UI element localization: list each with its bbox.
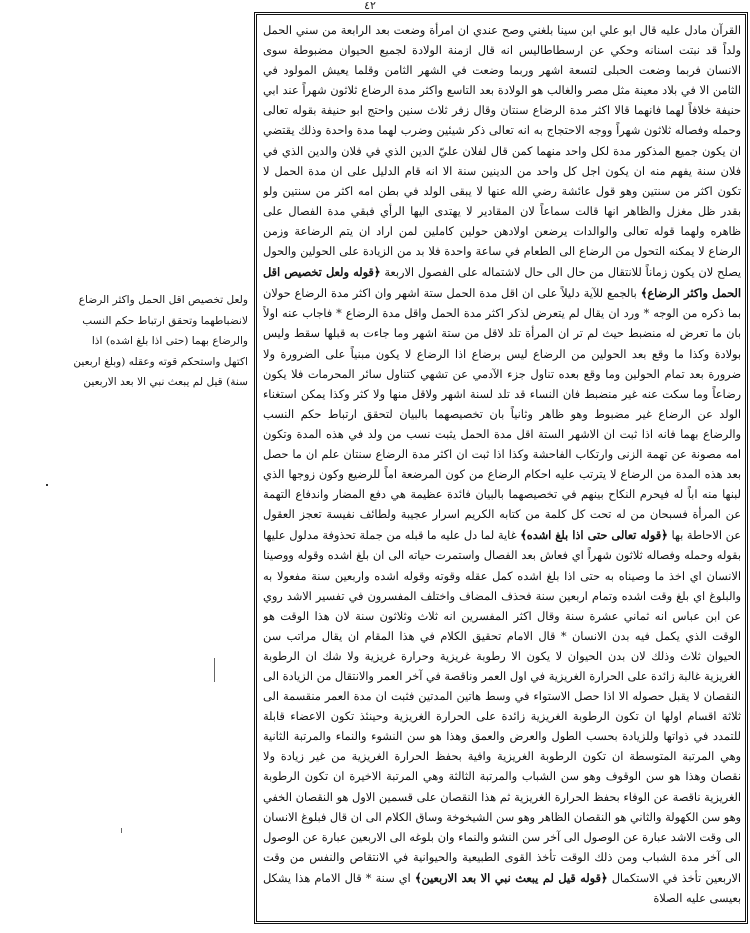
paragraph-4: اي سنة * قال الامام هذا يشكل بعيسى عليه الصلاة: [263, 871, 741, 906]
quoted-phrase-marker-2: ﴿قوله تعالى حتى اذا بلغ اشده﴾: [520, 528, 668, 543]
commentary-text: [263, 21, 741, 909]
paragraph-1: القرآن مادل عليه قال ابو علي ابن سينا بلغني وصح عندي ان امرأة وضعت بعد الرابعة من سني الحمل ولداً قد نبتت اسنانه وحكي عن ارسطاطاليس انه قال ازمنة الولادة لجميع الحيوان مضبوطة سوى الانسان فربما وضعت الحبلى لتسعة اشهر وربما وضعت في الشهر الثامن وقلما يعيش المولود في الثامن الا في بلاد معينة مثل مصر والغالب هو الولادة بعد التاسع واكثر مدة الرضاع ثلاثون شهراً عند ابي حنيفة خلافاً لهما فانهما قالا اكثر مدة الرضاع سنتان وقال زفر ثلاث سنين واحتج ابو حنيفة بقوله تعالى وحمله وفصاله ثلاثون شهراً ووجه الاحتجاج به انه تعالى ذكر شيئين وضرب لهما مدة واحدة وذلك يقتضي ان يكون جميع المذكور مدة لكل واحد منهما كمن قال لفلان عليّ الدين الذي في فلان والدين الذي في فلان سنة يفهم منه ان يكون اجل كل واحد من الدينين سنة الا انه قام الدليل على ان مدة الحمل لا تكون اكثر من سنتين وهو قول عائشة رضي الله عنها لا يبقى الولد في بطن امه اكثر من سنتين ولو بقدر ظل مغزل والظاهر انها قالت سماعاً لان المقادير لا يهتدى اليها الرأي فبقي مدة الفصال على ظاهره ولهما قوله تعالى والوالدات يرضعن اولادهن حولين كاملين لمن اراد ان يتم الرضاعة وزمن الرضاع لا يمكنه التحول من الرضاع الى الطعام في ساعة واحدة فلا بد من الزيادة على الحولين والحول يصلح لان يكون زماناً للانتقال من حال الى حال لاشتماله على الفصول الاربعة: [263, 24, 741, 280]
main-text-body: [263, 21, 741, 917]
paragraph-2: بالجمع للآية دليلاً على ان اقل مدة الحمل ستة اشهر وان اكثر مدة الرضاع حولان بما ذكره من الوجه * ورد ان يقال لم يتعرض لذكر اكثر مدة الحمل واقل مدة الرضاع * فاجاب عنه اولاً بان ما تعرض له منضبط حيث لم تر ان المرأة تلد لاقل من ستة اشهر وما جاءت به قبلها سقط وليس بولادة وكذا ما وقع بعد الحولين من الرضاع ليس برضاع اذا الرضاع لا يكون مبنياً على الضرورة ولا ضرورة بعد تمام الحولين وما وقع بعده تناول جزء الآدمي عن تشهي كتناول سائر المحرمات فلا يكون رضاعاً وما سكت عنه غير منضبط فان النساء قد تلد لسنة اشهر ولاقل منها ولا كثر وكذا يمكن استغناء الولد عن الرضاع غير مضبوط وهو ظاهر وثانياً بان تخصيصهما بالبيان لتحقق ارتباط حكم النسب والرضاع بهما فانه اذا ثبت ان الاشهر الستة اقل مدة الحمل يثبت نسب من ولد في هذه المدة وتكون امه مصونة عن تهمة الزنى وارتكاب الفاحشة وكذا اذا ثبت ان اكثر مدة الرضاع سنتان علم ان ما حصل بعد هذه المدة من الرضاع لا يترتب عليه احكام الرضاع من كون المرضعة اماً للرضيع وكون زوجها الذي لبنها منه اباً له فيحرم النكاح بينهم في تخصيصهما بالبيان فائدة عظيمة هي دفع المضار واندفاع التهمة عن المرأة فسبحان من له تحت كل كلمة من كتابه الكريم اسرار عجيبة ولطائف نفيسة تعجز العقول عن الاحاطة بها: [263, 287, 741, 543]
scan-speck: [121, 828, 122, 833]
margin-note-line: لانضباطهما وتحقق ارتباط حكم النسب: [82, 314, 248, 327]
margin-note: [2, 290, 248, 430]
scan-speck: [214, 658, 215, 682]
margin-note-line: ولعل تخصيص اقل الحمل واكثر الرضاع: [78, 294, 248, 306]
margin-note-line: والرضاع بهما (حتى اذا بلغ اشده) اذا: [91, 335, 248, 347]
quoted-phrase-marker-1: ﴿قوله ولعل تخصيص اقل الحمل واكثر الرضاع﴾: [263, 265, 741, 301]
scan-speck: [46, 484, 48, 486]
page-number: ٤٢: [364, 0, 376, 12]
main-text-frame: [254, 12, 748, 924]
quoted-phrase-marker-3: ﴿قوله قيل لم يبعث نبي الا بعد الاربعين﴾: [414, 870, 608, 885]
paragraph-3: غاية لما دل عليه ما قبله من جملة تحذوفة مدلول عليها بقوله وحمله وفصاله ثلاثون شهراً اي فعاش بعد الفصال واستمرت حياته الى ان بلغ اشده وقوله ووصينا الانسان اي اخذ ما وصيناه به حتى اذا بلغ اشده كمل عقله وقوته وقوله اشده واربعين سنة مفعولا به والبلوغ اي بلغ وقت اشده وتمام اربعين سنة فحذف المضاف واختلف المفسرون في تفسير الاشد روي عن ابن عباس انه ثماني عشرة سنة وقال اكثر المفسرين انه ثلاث وثلاثون سنة لان هذا الوقت هو الوقت الذي يكمل فيه بدن الانسان * قال الامام تحقيق الكلام في هذا المقام ان يقال مراتب سن الحيوان ثلاث وذلك لان بدن الحيوان لا يكون الا رطوبة غريزية وحرارة غريزية ولا شك ان الرطوبة الغريزية غالبة زائدة على الحرارة الغريزية في اول العمر وناقصة في آخر العمر والانتقال من الزيادة الى النقصان لا يقبل حصوله الا اذا حصل الاستواء في وسط هاتين المدتين فثبت ان مدة العمر منقسمة الى ثلاثة اقسام اولها ان تكون الرطوبة الغريزية زائدة على الحرارة الغريزية وحينئذ تكون الاعضاء قابلة للتمدد في ذواتها وللزيادة بحسب الطول والعرض والعمق وهذا هو سن النشوء والنماء والمرتبة الثانية وهي المرتبة المتوسطة ان تكون الرطوبة الغريزية وافية بحفظ الحرارة الغريزية من غير زيادة ولا نقصان وهذا هو سن الوقوف وهو سن الشباب والمرتبة الثالثة وهي المرتبة الاخيرة ان تكون الرطوبة الغريزية ناقصة عن الوفاء بحفظ الحرارة الغريزية ثم هذا النقصان على قسمين الاول هو النقصان الخفي وهو سن الكهولة والثاني هو النقصان الظاهر وهو سن الشيخوخة وساق الكلام الى ان قال فبلوغ الانسان الى وقت الاشد عبارة عن الوصول الى آخر سن النشو والنماء وان بلوغه الى الاربعين عبارة عن الوصول الى آخر مدة الشباب ومن ذلك الوقت تأخذ القوى الطبيعية والحيوانية في الانتقاص والنفس من وقت الاربعين تأخذ في الاستكمال: [263, 529, 741, 885]
margin-note-line: سنة) قيل لم يبعث نبي الا بعد الاربعين: [83, 376, 248, 388]
margin-note-line: اكتهل واستحكم قوته وعقله (وبلغ اربعين: [73, 355, 248, 368]
